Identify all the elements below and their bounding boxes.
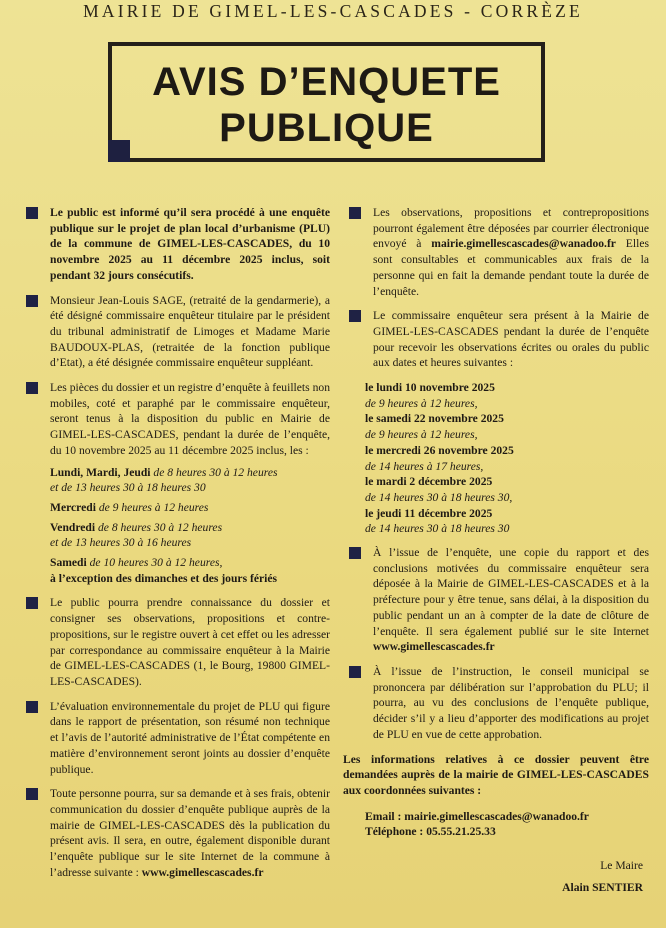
email-link[interactable]: mairie.gimellescascades@wanadoo.fr bbox=[431, 237, 616, 251]
hours-row: Lundi, Mardi, Jeudi de 8 heures 30 à 12 heures et de 13 heures 30 à 18 heures 30 bbox=[50, 465, 278, 495]
permanence-item: le mardi 2 décembre 2025 de 14 heures 30 à 18 heures 30, bbox=[365, 475, 513, 504]
exception-note: à l’exception des dimanches et des jours fériés bbox=[50, 571, 278, 585]
paragraph-rapport: À l’issue de l’enquête, une copie du rapport et des conclusions motivées du commissaire enquêteur sera déposée à la Mairie de GIMEL-LES-CASCADES et à la préfecture pour y être tenue, sans délai, à la disposition du public pendant un an à compter de la date de clôture de l’enquête. Il sera également publié sur le site Internet www.gimellescascades.fr bbox=[343, 545, 649, 655]
hours-row: Samedi de 10 heures 30 à 12 heures, à l’exception des dimanches et des jours fériés bbox=[50, 556, 278, 585]
square-bullet-icon bbox=[26, 207, 38, 219]
square-bullet-icon bbox=[26, 597, 38, 609]
hours-row: Vendredi de 8 heures 30 à 12 heures et de 13 heures 30 à 16 heures bbox=[50, 520, 223, 550]
notice-title-line1: AVIS D’ENQUETE bbox=[152, 60, 501, 104]
permanence-item: le samedi 22 novembre 2025 de 9 heures à 12 heures, bbox=[365, 412, 504, 442]
paragraph-permanences: Le commissaire enquêteur sera présent à la Mairie de GIMEL-LES-CASCADES pendant la durée de l’enquête pour recevoir les observations écrites ou orales du public aux dates et heures suivantes : bbox=[343, 308, 649, 371]
notice-title-line2: PUBLIQUE bbox=[219, 106, 434, 150]
square-bullet-icon bbox=[349, 666, 361, 678]
title-frame bbox=[108, 42, 545, 162]
paragraph-consultation: Le public pourra prendre connaissance du dossier et consigner ses observations, propositions et contre-propositions, sur le registre ouvert à cet effet ou les adresser par correspondance au commissaire enquêteur à la Mairie de GIMEL-LES-CASCADES (1, le Bourg, 19800 GIMEL-LES-CASCADES). bbox=[20, 595, 330, 689]
square-bullet-icon bbox=[349, 310, 361, 322]
website-link[interactable]: www.gimellescascades.fr bbox=[141, 865, 264, 879]
mairie-header: MAIRIE DE GIMEL-LES-CASCADES - CORRÈZE bbox=[83, 1, 583, 21]
contact-info-heading: Les informations relatives à ce dossier peuvent être demandées auprès de la mairie de GIMEL-LES-CASCADES aux coordonnées suivantes : bbox=[343, 752, 649, 797]
website-link[interactable]: www.gimellescascades.fr bbox=[373, 640, 495, 654]
square-bullet-icon bbox=[26, 701, 38, 713]
square-bullet-icon bbox=[349, 547, 361, 559]
square-bullet-icon bbox=[26, 295, 38, 307]
paragraph-pieces: Les pièces du dossier et un registre d’enquête à feuillets non mobiles, coté et paraphé par le commissaire enquêteur, seront tenus à la disposition du public en Mairie de GIMEL-LES-CASCADES, pendant la durée de l’enquête, du 10 novembre 2025 au 11 décembre 2025 inclus, les : Lundi, Mardi, Jeudi de 8 heures 30 à 12 heures et de 13 heures 30 à 18 heures 30 Mercredi de 9 heures à 12 heures Vendredi de 8 heures 30 à 12 heures et de 13 heures 30 à 16 heures Samedi de 10 heures 30 à 12 heures, à l’exception des dimanches et des jours fériés bbox=[20, 380, 330, 586]
square-bullet-icon bbox=[349, 207, 361, 219]
square-bullet-icon bbox=[26, 382, 38, 394]
frame-corner-mark bbox=[108, 140, 130, 162]
contact-phone: Téléphone : 05.55.21.25.33 bbox=[365, 825, 496, 839]
permanence-list bbox=[343, 380, 649, 537]
right-column bbox=[343, 205, 649, 895]
paragraph-commissaire: Monsieur Jean-Louis SAGE, (retraité de la gendarmerie), a été désigné commissaire enquêteur titulaire par le président du tribunal administratif de Limoges et Madame Marie BAUDOUX-PLAS, (retraitée de la fonction publique d’Etat), a été désignée commissaire enquêteur suppléant. bbox=[20, 293, 330, 372]
square-bullet-icon bbox=[26, 788, 38, 800]
paragraph-email-observations: Les observations, propositions et contrepropositions pourront également être déposées par courrier électronique envoyé à mairie.gimellescascades@wanadoo.fr Elles sont consultables et communicables aux frais de la personne qui en fait la demande pendant toute la durée de l’enquête. bbox=[343, 205, 649, 299]
paragraph-instruction: À l’issue de l’instruction, le conseil municipal se prononcera par délibération sur l’approbation du PLU; il pourra, au vu des conclusions de l’enquête publique, décider s’il y a lieu d’apporter des modifications au projet de PLU en vue de cette approbation. bbox=[343, 664, 649, 743]
permanence-item: le jeudi 11 décembre 2025 de 14 heures 30 à 18 heures 30 bbox=[365, 506, 510, 536]
signature-name: Alain SENTIER bbox=[562, 880, 643, 894]
paragraph-evaluation: L’évaluation environnementale du projet de PLU qui figure dans le rapport de présentation, son résumé non technique et l’avis de l’autorité administrative de l’État compétente en matière d’environnement seront joints au dossier d’enquête publique. bbox=[20, 699, 330, 778]
signature-role: Le Maire bbox=[600, 859, 643, 873]
contact-email[interactable]: Email : mairie.gimellescascades@wanadoo.fr bbox=[365, 809, 589, 823]
paragraph-communication: Toute personne pourra, sur sa demande et à ses frais, obtenir communication du dossier d’enquête publique auprès de la mairie de GIMEL-LES-CASCADES dès la publication du présent avis. Il sera, en outre, également disponible durant l’enquête publique sur le site Internet de la commune à l’adresse suivante : www.gimellescascades.fr bbox=[20, 786, 330, 880]
paragraph-enquete: Le public est informé qu’il sera procédé à une enquête publique sur le projet de plan local d’urbanisme (PLU) de la commune de GIMEL-LES-CASCADES, du 10 novembre 2025 au 11 décembre 2025 inclus, soit pendant 32 jours consécutifs. bbox=[20, 205, 330, 284]
permanence-item: le lundi 10 novembre 2025 de 9 heures à 12 heures, bbox=[365, 381, 495, 410]
left-column bbox=[20, 205, 330, 889]
opening-hours bbox=[50, 465, 330, 587]
permanence-item: le mercredi 26 novembre 2025 de 14 heures à 17 heures, bbox=[365, 443, 514, 473]
hours-row: Mercredi de 9 heures à 12 heures bbox=[50, 500, 209, 514]
